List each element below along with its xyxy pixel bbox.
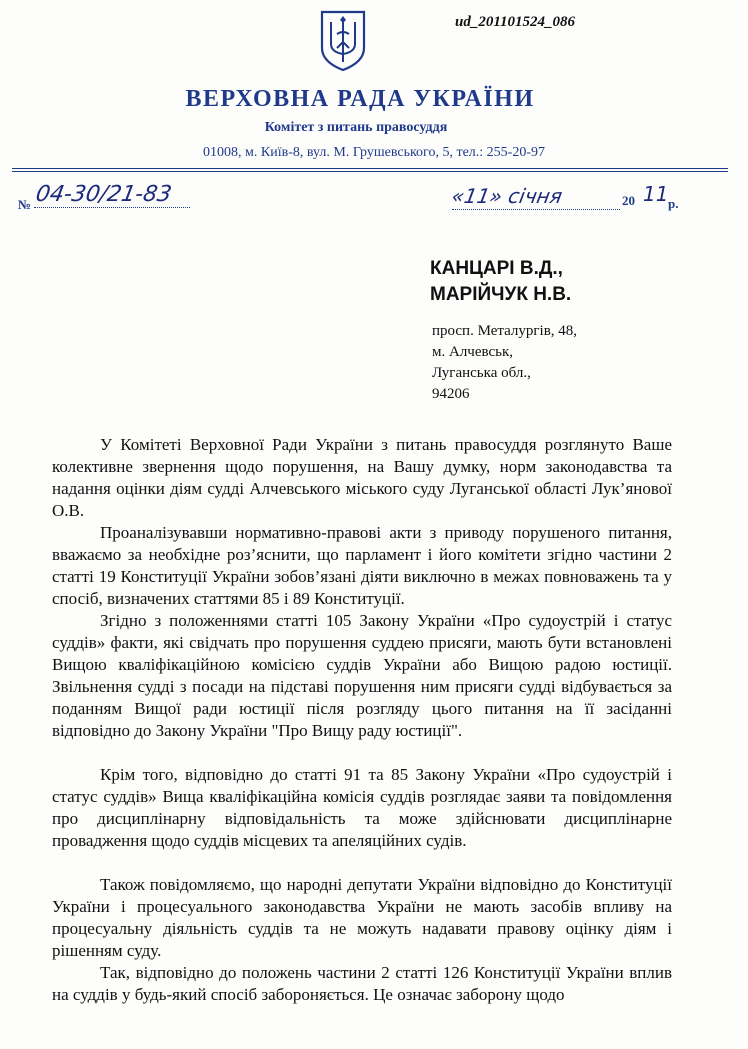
paragraph: У Комітеті Верховної Ради України з питань правосуддя розглянуто Ваше колективне звернення щодо порушення, на Вашу думку, норм законодавства та надання оцінки діям судді Алчевського міського суду Луганської області Лук’янової О.В.	[52, 435, 672, 520]
paragraph: Проаналізувавши нормативно-правові акти з приводу порушеного питання, вважаємо за необхідне роз’яснити, що парламент і його комітети згідно частини 2 статті 19 Конституції України зобов’язані діяти виключно в межах повноважень та у спосіб, визначених статтями 85 і 89 Конституції.	[52, 523, 672, 608]
coat-of-arms-icon	[318, 8, 368, 72]
reference-number: 04-30/21-83	[33, 182, 174, 207]
recipient-1: КАНЦАРІ В.Д.,	[430, 258, 563, 279]
address-line: 94206	[432, 386, 470, 402]
date-line	[452, 209, 620, 210]
year-prefix: 20	[622, 193, 635, 208]
paragraph: Згідно з положеннями статті 105 Закону України «Про судоустрій і статус суддів» факти, які свідчать про порушення суддею присяги, мають бути встановлені Вищою кваліфікаційною комісією суддів України або Вищою радою юстиції. Звільнення судді з посади на підставі порушення ним присяги судді відбувається за поданням Вищої ради юстиції після розгляду цього питання на її засіданні відповідно до Закону України "Про Вищу раду юстиції".	[52, 611, 672, 740]
address-line: Луганська обл.,	[432, 365, 531, 381]
address-line: м. Алчевськ,	[432, 344, 514, 360]
year-suffix: 11	[643, 182, 669, 206]
letterhead-rule	[12, 168, 728, 169]
organization-name: ВЕРХОВНА РАДА УКРАЇНИ	[185, 86, 535, 112]
recipient-2: МАРІЙЧУК Н.В.	[430, 284, 572, 305]
letterhead-rule-thin	[12, 171, 728, 172]
paragraph: Також повідомляємо, що народні депутати України відповідно до Конституції України і процесуального законодавства України не мають засобів впливу на процесуальну діяльність суддів та не можуть надавати правову оцінку діям і рішенням суду.	[52, 875, 672, 960]
document-id: ud_201101524_086	[455, 14, 576, 30]
number-label: №	[18, 197, 32, 212]
number-line	[34, 207, 190, 208]
letterhead-address: 01008, м. Київ-8, вул. М. Грушевського, 5, тел.: 255-20-97	[203, 145, 545, 160]
paragraph: Крім того, відповідно до статті 91 та 85 Закону України «Про судоустрій і статус суддів» Вища кваліфікаційна комісія суддів розглядає заяви та повідомлення про дисциплінарну відповідальність та може здійснювати дисциплінарне провадження щодо суддів місцевих та апеляційних судів.	[52, 765, 672, 850]
paragraph: Так, відповідно до положень частини 2 статті 126 Конституції України вплив на суддів у будь-який спосіб забороняється. Це означає заборону щодо	[52, 963, 672, 1004]
year-mark: р.	[668, 196, 679, 211]
reference-date: «11» січня	[449, 184, 565, 208]
address-line: просп. Металургів, 48,	[432, 323, 578, 339]
committee-name: Комітет з питань правосуддя	[264, 120, 448, 135]
